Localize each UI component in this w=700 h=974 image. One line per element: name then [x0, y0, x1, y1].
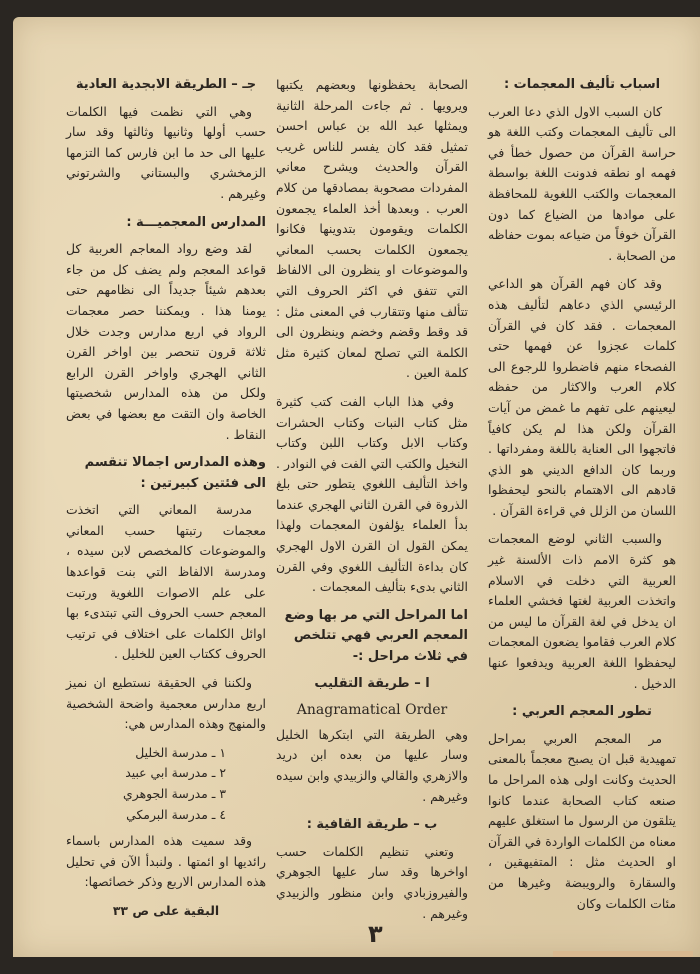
paragraph: وهي الطريقة التي ابتكرها الخليل وسار عليها من بعده ابن دريد والازهري والقالي والزبيدي وابن سيده وغيرهم .: [276, 726, 468, 804]
column-middle: [276, 75, 468, 932]
heading-alphabetical-method: جـ – الطريقة الابجدية العادية: [75, 77, 257, 92]
heading-anagram-method: ا – طريقة التقليب: [314, 675, 430, 691]
heading-lexical-schools: المدارس المعجميـــة :: [126, 214, 266, 230]
heading-reasons-for-dictionaries: اسباب تأليف المعجمات :: [503, 77, 661, 92]
column-right: [488, 75, 676, 922]
list-item: ١ ـ مدرسة الخليل: [135, 744, 226, 760]
paragraph: وتعني تنظيم الكلمات حسب اواخرها وقد سار عليها الجوهري والفيروزبادي وابن منظور والزبيدي وغيرهم .: [276, 843, 468, 921]
paragraph: لقد وضع رواد المعاجم العربية كل قواعد المعجم ولم يضف كل من جاء بعدهم شيئاً جديداً الى نظامهم حتى يومنا هذا . ويمكننا حصر معجمات الرواد في اربع مدارس وجدت خلال ثلاثة قرون تنحصر بين اواخر القرن الثاني الهجري واواخر القرن الرابع ولكل من هذه المدارس شخصيتها الخاصة وان التقت مع بعضها في بعض النقاط .: [66, 241, 266, 442]
list-item: ٤ ـ مدرسة البرمكي: [126, 806, 226, 822]
heading-rhyme-method: ب – طريقة القافية :: [306, 817, 438, 833]
page-number: ٣: [368, 920, 383, 948]
heading-dictionary-evolution: تطور المعجم العربي :: [512, 704, 652, 720]
continued-note: البقية على ص ٣٣: [112, 902, 220, 918]
paragraph: الصحابة يحفظونها وبعضهم يكتبها ويرويها . ثم جاءت المرحلة الثانية ويمثلها عبد الله بن عباس احسن تمثيل فقد كان يفسر للناس غريب القرآن والحديث ويشرح معاني المفردات مصحوبة بمصادقها من كلام العرب . وبعدها أخذ العلماء يجمعون الكلمات ويقومون بتدوينها فكانوا يجمعون الكلمات بحسب المعاني والموضوعات او ينظرون الى الالفاظ التي تتفق في اكثر الحروف التي تتألف منها وتتقارب في المعنى مثل : قد وقط وقضم وخضم وينظرون الى الكلمة التي تصلح لمعان كثيرة مثل كلمة العين .: [276, 77, 468, 381]
paragraph: ولكننا في الحقيقة نستطيع ان نميز اربع مدارس معجمية واضحة الشخصية والمنهج وهذه المدارس هي:: [66, 675, 266, 732]
magazine-page: [13, 17, 700, 957]
torn-edge-decoration: [553, 951, 693, 957]
paragraph: وهي التي نظمت فيها الكلمات حسب أولها وثانيها وثالثها وقد سار عليها الى حد ما ابن فارس كما التزمها الزمخشري والبستاني والشرتوني وغيرهم .: [66, 103, 266, 201]
paragraph: وقد سميت هذه المدارس باسماء رائديها او ائمتها . ولنبدأ الآن في تحليل هذه المدارس الاربع وذكر خصائصها:: [66, 833, 266, 890]
paragraph: وفي هذا الباب الفت كتب كثيرة مثل كتاب النبات وكتاب الحشرات وكتاب الابل وكتاب اللبن وكتاب النخيل والكتب التي الفت في النوادر . واخذ التأليف اللغوي يتطور حتى بلغ الذروة في القرن الثاني الهجري عندما بدأ العلماء يؤلفون المعجمات ولهذا يمكن القول ان القرن الاول الهجري كان بداءة التأليف اللغوي وفي القرن الثاني بدىء بتأليف المعجمات .: [276, 393, 468, 595]
column-left: [66, 75, 266, 922]
list-item: ٣ ـ مدرسة الجوهري: [123, 786, 226, 801]
paragraph: والسبب الثاني لوضع المعجمات هو كثرة الامم ذات الألسنة غير العربية التي دخلت في الاسلام واتخذت العربية لغتها فخشي العلماء ان يدخل في لغة القرآن ما ليس من كلام العرب فقاموا يضعون المعجمات ليحفظوا اللغة العربية ويدفعوا عنها الدخيل .: [488, 531, 676, 691]
paragraph: كان السبب الاول الذي دعا العرب الى تأليف المعجمات وكتب اللغة هو حراسة القرآن من حصول خطأ في فهمه او نطقه فدونت اللغة بواسطة المعجمات والكتب اللغوية للمحافظة على موادها من الضياع كما دون القرآن خوفاً من ضياعه بموت حفاظه من الصحابة .: [488, 103, 676, 263]
paragraph: مر المعجم العربي بمراحل تمهيدية قبل ان يصبح معجماً بالمعنى الحديث وكانت اولى هذه المراحل ما صنعه كتاب الصحابة عندما كانوا يتلقون من الرسول ما استغلق عليهم معناه من الكلمات الواردة في القرآن او الحديث مثل : المتفيهقين ، والسقارة والرويبضة وغيرها من مئات الكلمات وكان: [488, 730, 676, 911]
paragraph: وقد كان فهم القرآن هو الداعي الرئيسي الذي دعاهم لتأليف هذه المعجمات . فقد كان في القرآن كلمات عجزوا عن فهمها حتى الفصحاء منهم فاضطروا للرجوع الى كلام العرب والاكثار من حفظه ليعينهم على تفهم ما غمض من آيات القرآن ولكن هذا لم يكن كافياً فاتجهوا الى العناية باللغة ومفرداتها . وربما كان الدافع الديني هو الذي قادهم الى الاهتمام بالنحو ليحفظوا اللسان من الزلل في قراءة القرآن .: [488, 276, 676, 518]
paragraph: مدرسة المعاني التي اتخذت معجمات رتبتها حسب المعاني والموضوعات كالمخصص لابن سيده ، ومدرسة الالفاظ التي بنت قواعدها على علم الاصوات اللغوية ورتبت المعجم حسب الحروف التي تبتدىء بها اوائل الكلمات على اختلاف في ترتيب الحروف ككتاب العين للخليل .: [66, 502, 266, 662]
heading-two-groups: وهذه المدارس اجمالا تنقسم الى فئتين كبيرتين :: [84, 455, 266, 491]
latin-term: Anagramatical Order: [296, 702, 448, 719]
list-item: ٢ ـ مدرسة ابي عبيد: [125, 765, 226, 781]
schools-list: [66, 743, 266, 825]
heading-stages: اما المراحل التي مر بها وضع المعجم العربي فهي تتلخص في ثلاث مراحل :-: [284, 607, 468, 665]
